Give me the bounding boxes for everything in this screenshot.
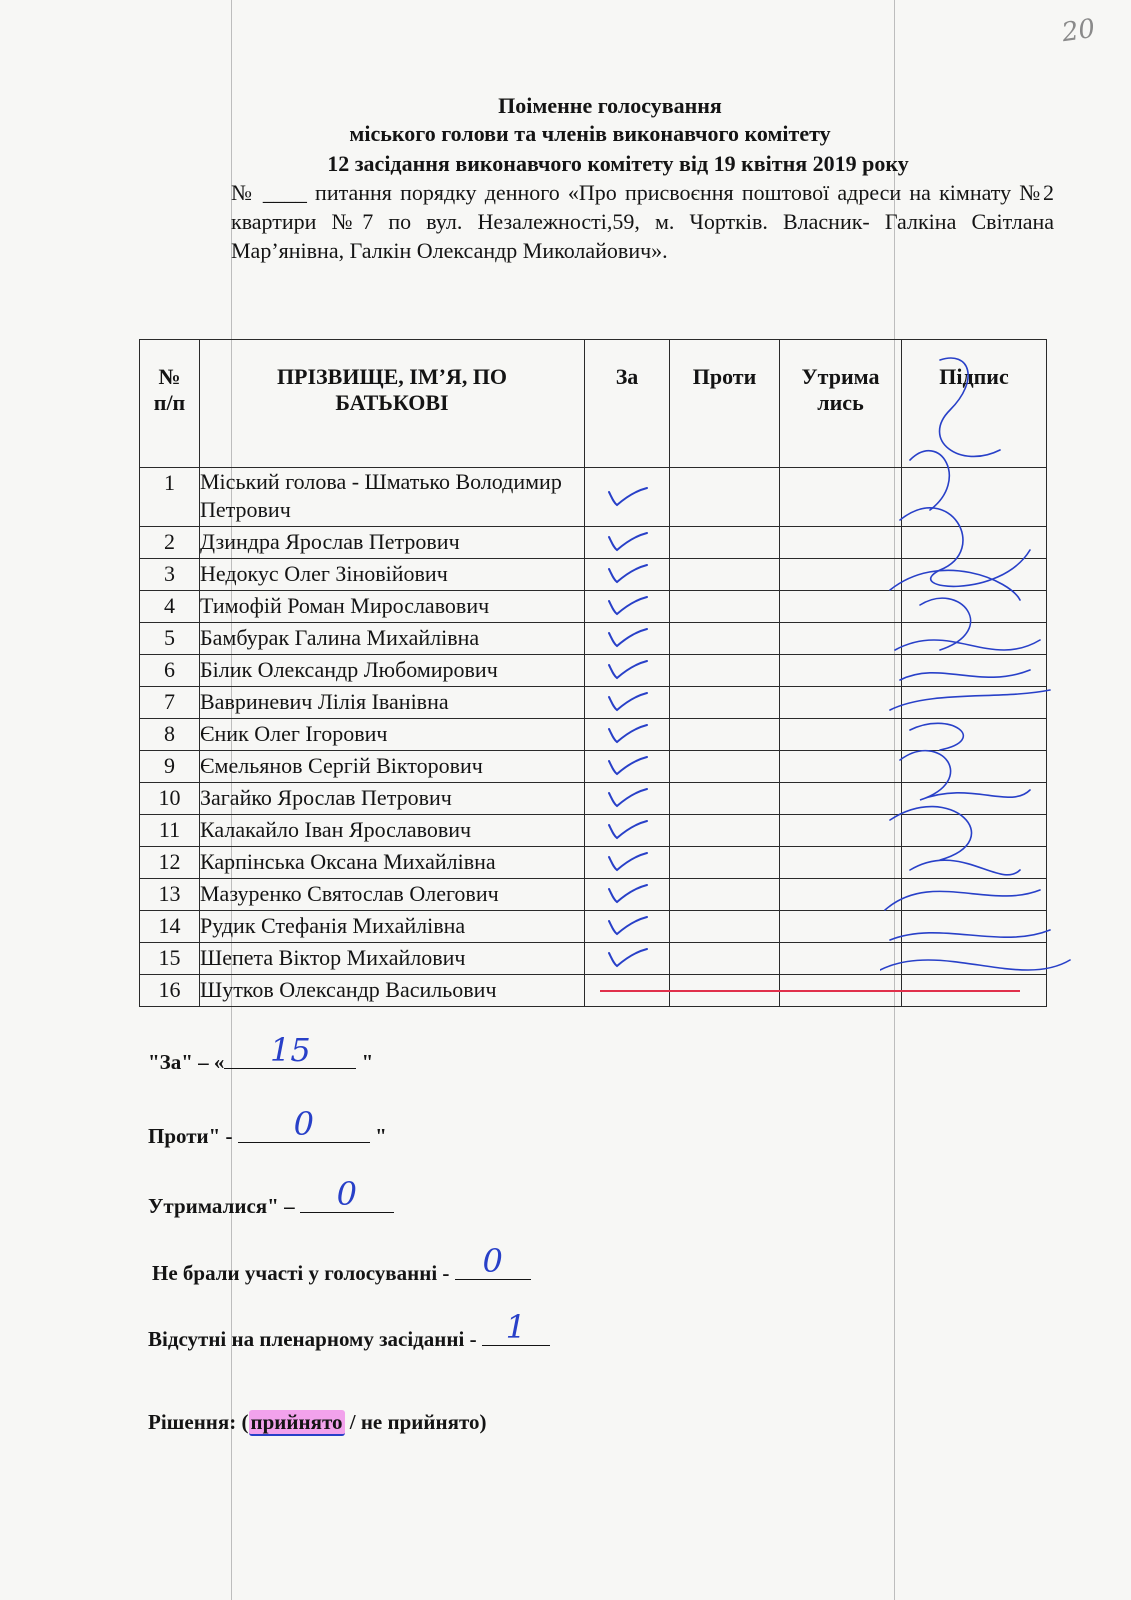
vote-for-cell [585, 527, 670, 559]
check-mark-icon [607, 915, 649, 937]
row-number: 8 [140, 719, 200, 751]
check-mark-icon [607, 787, 649, 809]
decision-accepted: прийнято [250, 1410, 343, 1434]
tally-for [148, 1031, 374, 1075]
row-number: 13 [140, 879, 200, 911]
check-mark-icon [607, 723, 649, 745]
row-number: 2 [140, 527, 200, 559]
tally-not-voted-label: Не брали участі у голосуванні - [152, 1261, 450, 1285]
vote-for-cell [585, 815, 670, 847]
vote-against-cell [670, 847, 780, 879]
header-name: ПРІЗВИЩЕ, ІМ’Я, ПО БАТЬКОВІ [200, 340, 585, 468]
doc-subtitle: міського голови та членів виконавчого комітету [349, 121, 831, 146]
check-mark-icon [607, 595, 649, 617]
member-name: Рудик Стефанія Михайлівна [200, 911, 585, 943]
tally-absent [148, 1308, 550, 1352]
row-number: 4 [140, 591, 200, 623]
header-against: Проти [670, 340, 780, 468]
vote-against-cell [670, 879, 780, 911]
vote-against-cell [670, 468, 780, 527]
row-number: 11 [140, 815, 200, 847]
row-number: 14 [140, 911, 200, 943]
header-abstain: Утрима лись [780, 340, 902, 468]
vote-for-cell [585, 687, 670, 719]
tally-for-close: " [361, 1050, 374, 1074]
member-name: Тимофій Роман Мирославович [200, 591, 585, 623]
vote-for-cell [585, 559, 670, 591]
check-mark-icon [607, 947, 649, 969]
tally-abstain-blank [300, 1175, 394, 1213]
member-name: Дзиндра Ярослав Петрович [200, 527, 585, 559]
check-mark-icon [607, 531, 649, 553]
member-name: Карпінська Оксана Михайлівна [200, 847, 585, 879]
vote-against-cell [670, 687, 780, 719]
tally-against-close: " [375, 1124, 387, 1148]
vote-against-cell [670, 815, 780, 847]
vote-for-cell [585, 591, 670, 623]
member-name: Мазуренко Святослав Олегович [200, 879, 585, 911]
check-mark-icon [607, 627, 649, 649]
row-number: 10 [140, 783, 200, 815]
tally-for-label: "За" – « [148, 1050, 225, 1074]
row-number: 3 [140, 559, 200, 591]
vote-against-cell [670, 591, 780, 623]
check-mark-icon [607, 691, 649, 713]
row-number: 16 [140, 975, 200, 1007]
vote-against-cell [670, 623, 780, 655]
vote-against-cell [670, 783, 780, 815]
tally-abstain [148, 1175, 394, 1219]
page-number: 20 [1060, 13, 1098, 49]
header-signature: Підпис [902, 340, 1047, 468]
member-name: Міський голова - Шматько Володимир Петрович [200, 468, 585, 527]
member-name: Єник Олег Ігорович [200, 719, 585, 751]
decision [148, 1410, 486, 1435]
tally-abstain-label: Утрималися" – [148, 1194, 295, 1218]
member-name: Шепета Віктор Михайлович [200, 943, 585, 975]
vote-against-cell [670, 559, 780, 591]
row-number: 6 [140, 655, 200, 687]
check-mark-icon [607, 563, 649, 585]
member-name: Недокус Олег Зіновійович [200, 559, 585, 591]
absent-strike-line [600, 990, 1020, 992]
member-name: Калакайло Іван Ярославович [200, 815, 585, 847]
member-name: Білик Олександр Любомирович [200, 655, 585, 687]
tally-not-voted-blank [455, 1242, 531, 1280]
doc-title: Поіменне голосування [498, 93, 722, 118]
header-num: № п/п [140, 340, 200, 468]
vote-against-cell [670, 911, 780, 943]
check-mark-icon [607, 486, 649, 508]
decision-label: Рішення: ( [148, 1410, 249, 1434]
tally-absent-value: 1 [505, 1308, 527, 1346]
row-number: 9 [140, 751, 200, 783]
check-mark-icon [607, 819, 649, 841]
vote-for-cell [585, 468, 670, 527]
vote-against-cell [670, 655, 780, 687]
vote-against-cell [670, 527, 780, 559]
agenda-question: № ____ питання порядку денного «Про присвоєння поштової адреси на кімнату №2 квартири №7 по вул. Незалежності,59, м. Чортків. Власник- Галкіна Світлана Мар’янівна, Галкін Олександр Миколайович». [231, 180, 1054, 263]
member-name: Бамбурак Галина Михайлівна [200, 623, 585, 655]
vote-against-cell [670, 751, 780, 783]
member-name: Вавриневич Лілія Іванівна [200, 687, 585, 719]
tally-absent-blank [482, 1308, 550, 1346]
vote-against-cell [670, 719, 780, 751]
check-mark-icon [607, 659, 649, 681]
row-number: 15 [140, 943, 200, 975]
member-name: Шутков Олександр Васильович [200, 975, 585, 1007]
row-number: 7 [140, 687, 200, 719]
vote-against-cell [670, 943, 780, 975]
tally-absent-label: Відсутні на пленарному засіданні - [148, 1327, 477, 1351]
tally-against-blank [238, 1105, 370, 1143]
check-mark-icon [607, 755, 649, 777]
vote-for-cell [585, 623, 670, 655]
row-number: 5 [140, 623, 200, 655]
tally-against-value: 0 [293, 1105, 314, 1143]
tally-against-label: Проти" - [148, 1124, 233, 1148]
vote-for-cell [585, 879, 670, 911]
vote-for-cell [585, 719, 670, 751]
row-number: 12 [140, 847, 200, 879]
vote-for-cell [585, 911, 670, 943]
decision-rest: / не прийнято) [344, 1410, 487, 1434]
tally-abstain-value: 0 [336, 1175, 358, 1213]
doc-meeting-line: 12 засідання виконавчого комітету від 19 квітня 2019 року [327, 151, 909, 176]
check-mark-icon [607, 851, 649, 873]
header-for: За [585, 340, 670, 468]
signatures-handwritten [880, 350, 1080, 1000]
tally-against [148, 1105, 387, 1149]
tally-for-value: 15 [270, 1031, 311, 1069]
tally-not-voted-value: 0 [482, 1242, 503, 1280]
vote-for-cell [585, 783, 670, 815]
row-number: 1 [140, 468, 200, 527]
tally-not-voted [152, 1242, 531, 1286]
vote-for-cell [585, 655, 670, 687]
vote-for-cell [585, 751, 670, 783]
check-mark-icon [607, 883, 649, 905]
vote-for-cell [585, 943, 670, 975]
vote-for-cell [585, 847, 670, 879]
member-name: Загайко Ярослав Петрович [200, 783, 585, 815]
tally-for-blank [224, 1031, 356, 1069]
member-name: Ємельянов Сергій Вікторович [200, 751, 585, 783]
